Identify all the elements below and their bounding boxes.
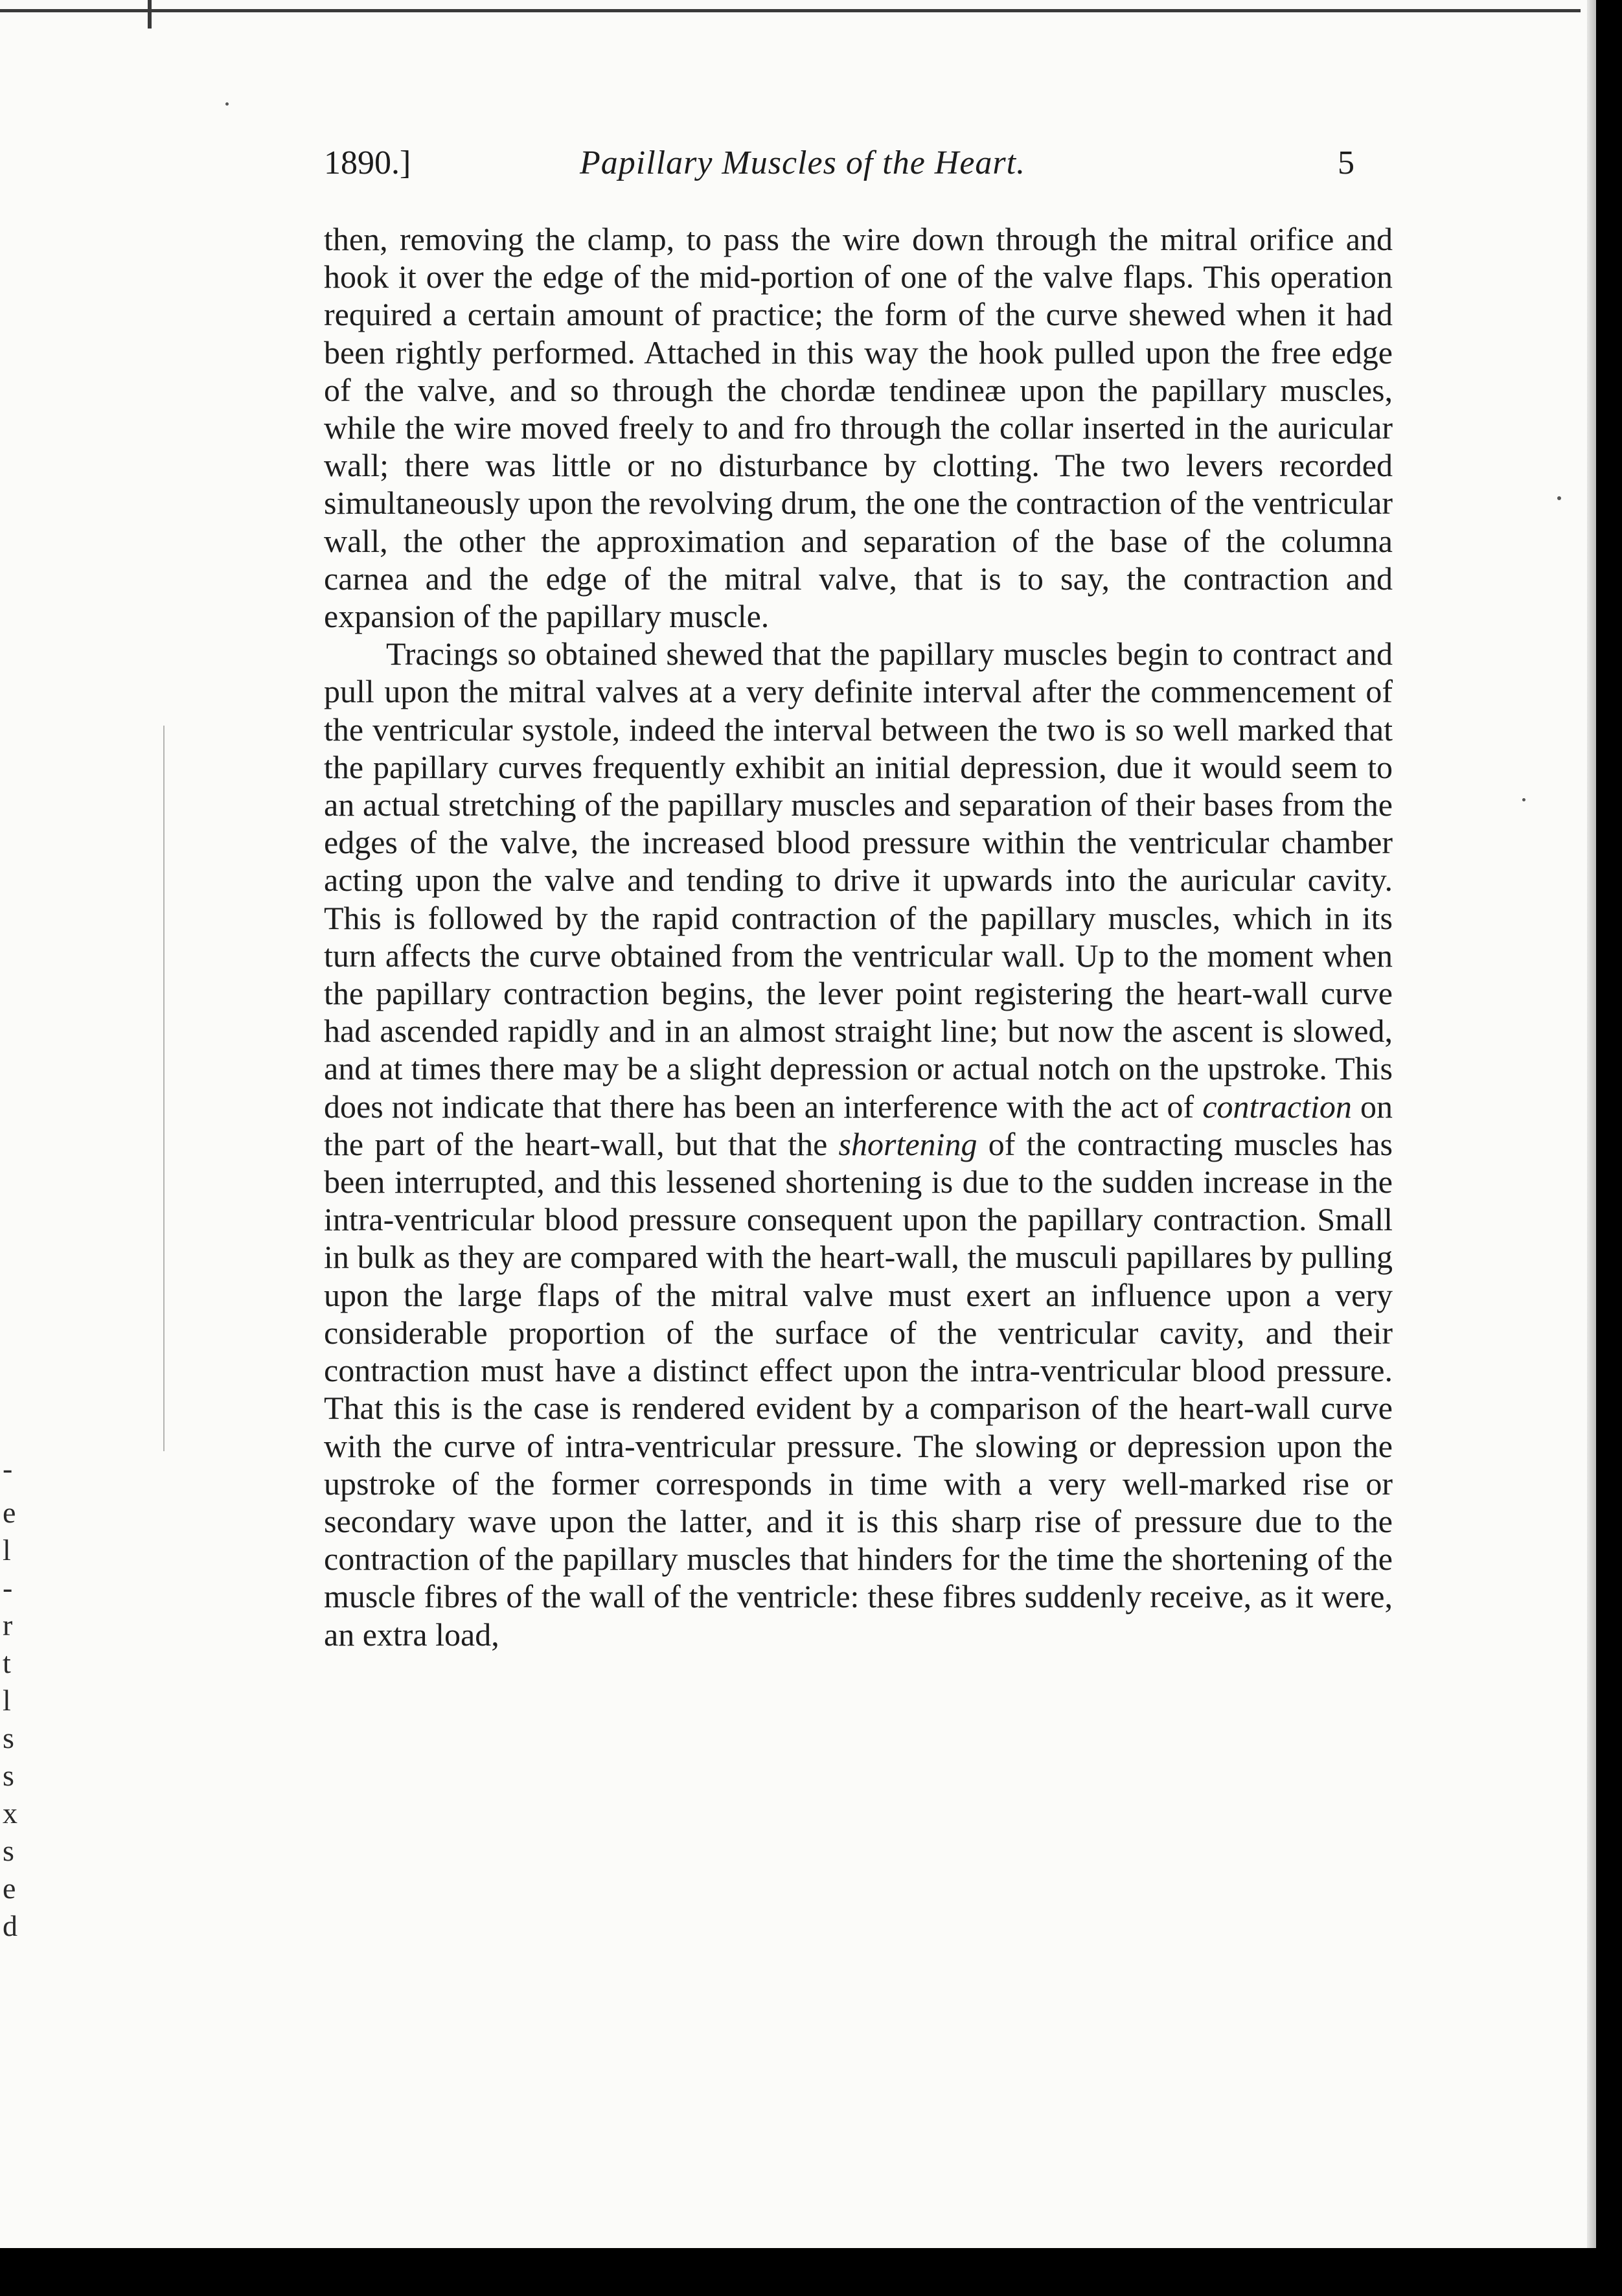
italic-shortening: shortening (838, 1125, 977, 1162)
scan-speck (225, 102, 229, 106)
running-head (324, 144, 1360, 189)
bleed-through-char: - (3, 1452, 13, 1485)
bleed-through-char: - (3, 1571, 13, 1604)
italic-contraction: contraction (1202, 1088, 1352, 1125)
running-head-title: Papillary Muscles of the Heart. (580, 144, 1026, 181)
paragraph-2 (324, 635, 1393, 1653)
bleed-through-char: s (3, 1721, 14, 1754)
binding-shadow-line (163, 726, 165, 1451)
bleed-through-char: e (3, 1496, 16, 1529)
page-edge-shadow (1587, 0, 1596, 2248)
bleed-through-char: r (3, 1609, 13, 1642)
bleed-through-char: e (3, 1872, 16, 1905)
paragraph-2-text-a: Tracings so obtained shewed that the papillary muscles begin to contract and pull upon the mitral valves at a very definite interval after the commencement of the ventricular systole, indeed the interval between the two is so well marked that the papillary curves frequently exhibit an initial depression, due it would seem to an actual stretching of the papillary muscles and separation of their bases from the edges of the valve, the increased blood pressure within the ventricular chamber acting upon the valve and tending to drive it upwards into the auricular cavity. This is followed by the rapid contraction of the papillary muscles, which in its turn affects the curve obtained from the ventricular wall. Up to the moment when the papillary contraction begins, the lever point registering the heart-wall curve had ascended rapidly and in an almost straight line; but now the ascent is slowed, and at times there may be a slight depression or actual notch on the upstroke. This does not indicate that there has been an interference with the act of (324, 636, 1393, 1125)
bleed-through-char: x (3, 1797, 17, 1830)
scan-speck (1522, 798, 1525, 801)
body-text (324, 220, 1393, 1653)
top-tick-mark (148, 0, 152, 29)
bleed-through-char: s (3, 1759, 14, 1792)
bleed-through-char: l (3, 1533, 11, 1567)
running-head-year: 1890.] (324, 144, 411, 181)
top-rule (0, 9, 1581, 12)
bleed-through-char: l (3, 1684, 11, 1717)
bleed-through-char: s (3, 1834, 14, 1867)
paragraph-2-text-b: on the part of the heart-wall, but that the (324, 1088, 1393, 1162)
scan-speck (1557, 496, 1561, 500)
paragraph-2-text-c: of the contracting muscles has been interrupted, and this lessened shortening is due to the sudden increase in the intra-ventricular blood pressure consequent upon the papillary contraction. Small in bulk as they are compared with the heart-wall, the musculi papillares by pulling upon the large flaps of the mitral valve must exert an influence upon a very considerable proportion of the surface of the ventricular cavity, and their contraction must have a distinct effect upon the intra-ventricular blood pressure. That this is the case is rendered evident by a comparison of the heart-wall curve with the curve of intra-ventricular pressure. The slowing or depression upon the upstroke of the former corresponds in time with a very well-marked rise or secondary wave upon the latter, and it is this sharp rise of pressure due to the contraction of the papillary muscles that hinders for the time the shortening of the muscle fibres of the wall of the ventricle: these fibres suddenly receive, as it were, an extra load, (324, 1125, 1393, 1653)
bleed-through-char: d (3, 1909, 17, 1942)
page-number: 5 (1338, 144, 1354, 181)
bleed-through-char: t (3, 1646, 11, 1679)
paragraph-1: then, removing the clamp, to pass the wire down through the mitral orifice and hook it over the edge of the mid-portion of one of the valve flaps. This operation required a certain amount of practice; the form of the curve shewed when it had been rightly performed. Attached in this way the hook pulled upon the free edge of the valve, and so through the chordæ tendineæ upon the papillary muscles, while the wire moved freely to and fro through the collar inserted in the auricular wall; there was little or no disturbance by clotting. The two levers recorded simultaneously upon the revolving drum, the one the contraction of the ventricular wall, the other the approximation and separation of the base of the columna carnea and the edge of the mitral valve, that is to say, the contraction and expansion of the papillary muscle. (324, 221, 1393, 635)
